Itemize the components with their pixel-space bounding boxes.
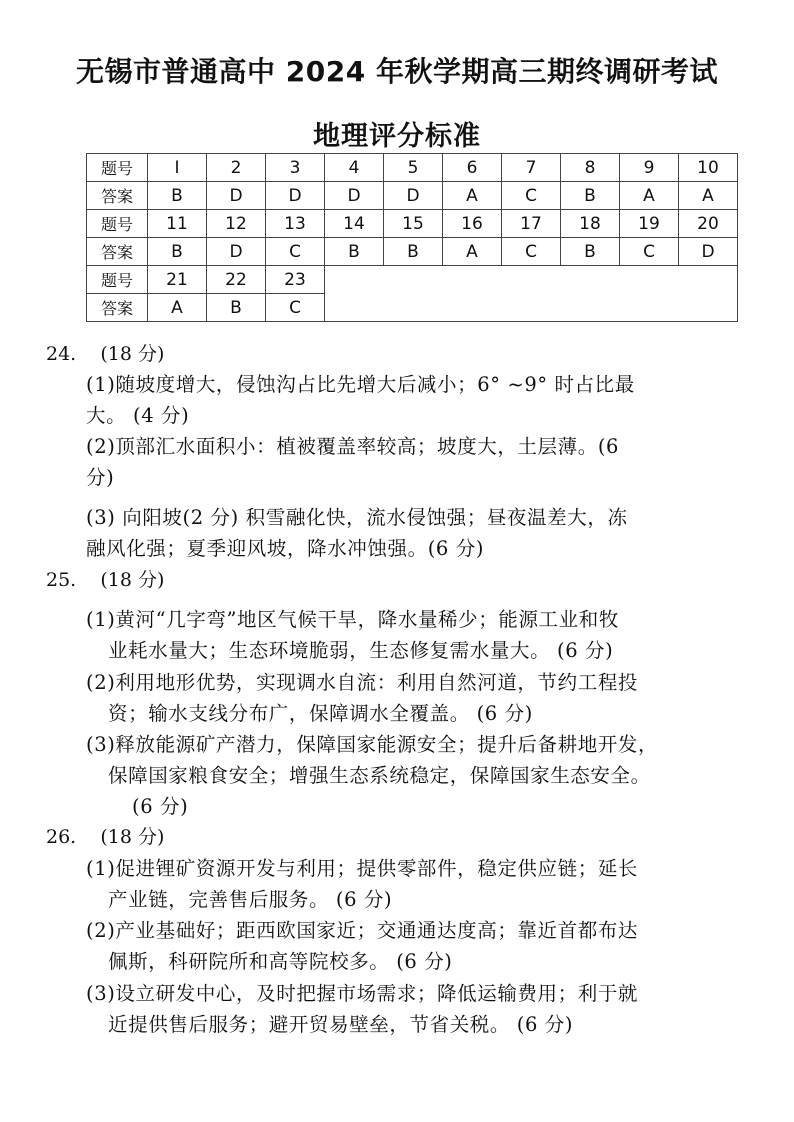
answer-line: (1)促进锂矿资源开发与利用；提供零部件，稳定供应链；延长 <box>86 857 639 880</box>
answer-line: 大。 (4 分) <box>86 404 190 427</box>
answer-line: 融风化强；夏季迎风坡，降水冲蚀强。(6 分) <box>86 537 485 560</box>
table-cell: I <box>148 154 207 182</box>
table-cell: 16 <box>443 210 502 238</box>
table-cell: 23 <box>266 266 325 294</box>
table-cell: 20 <box>679 210 738 238</box>
answer-line: (3) 向阳坡(2 分) 积雪融化快，流水侵蚀强；昼夜温差大，冻 <box>86 506 628 529</box>
question-heading-25 <box>46 565 164 592</box>
table-cell: B <box>148 182 207 210</box>
table-cell: D <box>207 182 266 210</box>
answer-line: 分) <box>86 466 115 489</box>
table-row <box>87 182 738 210</box>
table-cell: 6 <box>443 154 502 182</box>
row-label: 答案 <box>87 238 148 266</box>
row-label: 题号 <box>87 266 148 294</box>
answer-line: (1)随坡度增大，侵蚀沟占比先增大后减小；6° ~9° 时占比最 <box>86 373 635 396</box>
answer-line: (1)黄河“几字弯”地区气候干旱，降水量稀少；能源工业和牧 <box>86 608 619 631</box>
table-cell: B <box>561 182 620 210</box>
table-cell: D <box>266 182 325 210</box>
table-blank-area <box>325 266 738 322</box>
question-score: (18 分) <box>100 569 165 591</box>
answer-line: 近提供售后服务；避开贸易壁垒，节省关税。 (6 分) <box>108 1013 574 1036</box>
table-cell: A <box>443 238 502 266</box>
table-cell: 5 <box>384 154 443 182</box>
table-cell: 7 <box>502 154 561 182</box>
table-cell: B <box>561 238 620 266</box>
table-cell: B <box>148 238 207 266</box>
question-number: 24. <box>46 343 77 365</box>
table-cell: 2 <box>207 154 266 182</box>
answer-line: (6 分) <box>132 795 189 818</box>
table-cell: B <box>384 238 443 266</box>
table-cell: D <box>325 182 384 210</box>
table-row <box>87 210 738 238</box>
table-cell: A <box>620 182 679 210</box>
row-label: 答案 <box>87 182 148 210</box>
row-label: 题号 <box>87 154 148 182</box>
table-cell: 14 <box>325 210 384 238</box>
question-number: 26. <box>46 826 77 848</box>
table-cell: 9 <box>620 154 679 182</box>
table-cell: C <box>266 294 325 322</box>
table-cell: 10 <box>679 154 738 182</box>
table-cell: 3 <box>266 154 325 182</box>
table-row <box>87 154 738 182</box>
answer-table <box>86 153 738 322</box>
answer-line: 佩斯，科研院所和高等院校多。 (6 分) <box>108 950 453 973</box>
page-title: 无锡市普通高中 2024 年秋学期高三期终调研考试 <box>76 55 718 88</box>
table-cell: 12 <box>207 210 266 238</box>
table-cell: A <box>148 294 207 322</box>
table-cell: B <box>207 294 266 322</box>
answer-line: (3)释放能源矿产潜力，保障国家能源安全；提升后备耕地开发， <box>86 733 659 756</box>
table-cell: 21 <box>148 266 207 294</box>
table-cell: A <box>679 182 738 210</box>
table-cell: 4 <box>325 154 384 182</box>
answer-line: (2)产业基础好；距西欧国家近；交通通达度高；靠近首都布达 <box>86 919 639 942</box>
row-label: 答案 <box>87 294 148 322</box>
table-cell: D <box>207 238 266 266</box>
table-cell: 18 <box>561 210 620 238</box>
answer-line: (2)利用地形优势，实现调水自流：利用自然河道，节约工程投 <box>86 671 639 694</box>
answer-line: 产业链，完善售后服务。 (6 分) <box>108 888 393 911</box>
table-cell: 19 <box>620 210 679 238</box>
answer-line: 业耗水量大；生态环境脆弱，生态修复需水量大。 (6 分) <box>108 639 614 662</box>
answer-line: (3)设立研发中心，及时把握市场需求；降低运输费用；利于就 <box>86 982 639 1005</box>
table-cell: 15 <box>384 210 443 238</box>
table-cell: 11 <box>148 210 207 238</box>
question-heading-26 <box>46 822 164 849</box>
table-cell: C <box>266 238 325 266</box>
table-row <box>87 266 738 294</box>
table-cell: C <box>502 182 561 210</box>
question-score: (18 分) <box>100 343 165 365</box>
page-subtitle: 地理评分标准 <box>313 121 481 152</box>
table-cell: 13 <box>266 210 325 238</box>
table-cell: C <box>620 238 679 266</box>
table-cell: 22 <box>207 266 266 294</box>
table-cell: 8 <box>561 154 620 182</box>
table-cell: A <box>443 182 502 210</box>
answer-line: 保障国家粮食安全；增强生态系统稳定，保障国家生态安全。 <box>108 764 651 787</box>
question-score: (18 分) <box>100 826 165 848</box>
row-label: 题号 <box>87 210 148 238</box>
table-cell: C <box>502 238 561 266</box>
table-cell: 17 <box>502 210 561 238</box>
table-cell: B <box>325 238 384 266</box>
question-number: 25. <box>46 569 77 591</box>
answer-line: (2)顶部汇水面积小：植被覆盖率较高；坡度大，土层薄。(6 <box>86 435 620 458</box>
table-cell: D <box>679 238 738 266</box>
question-heading-24 <box>46 339 164 366</box>
table-cell: D <box>384 182 443 210</box>
table-row <box>87 238 738 266</box>
answer-line: 资；输水支线分布广，保障调水全覆盖。 (6 分) <box>108 702 533 725</box>
